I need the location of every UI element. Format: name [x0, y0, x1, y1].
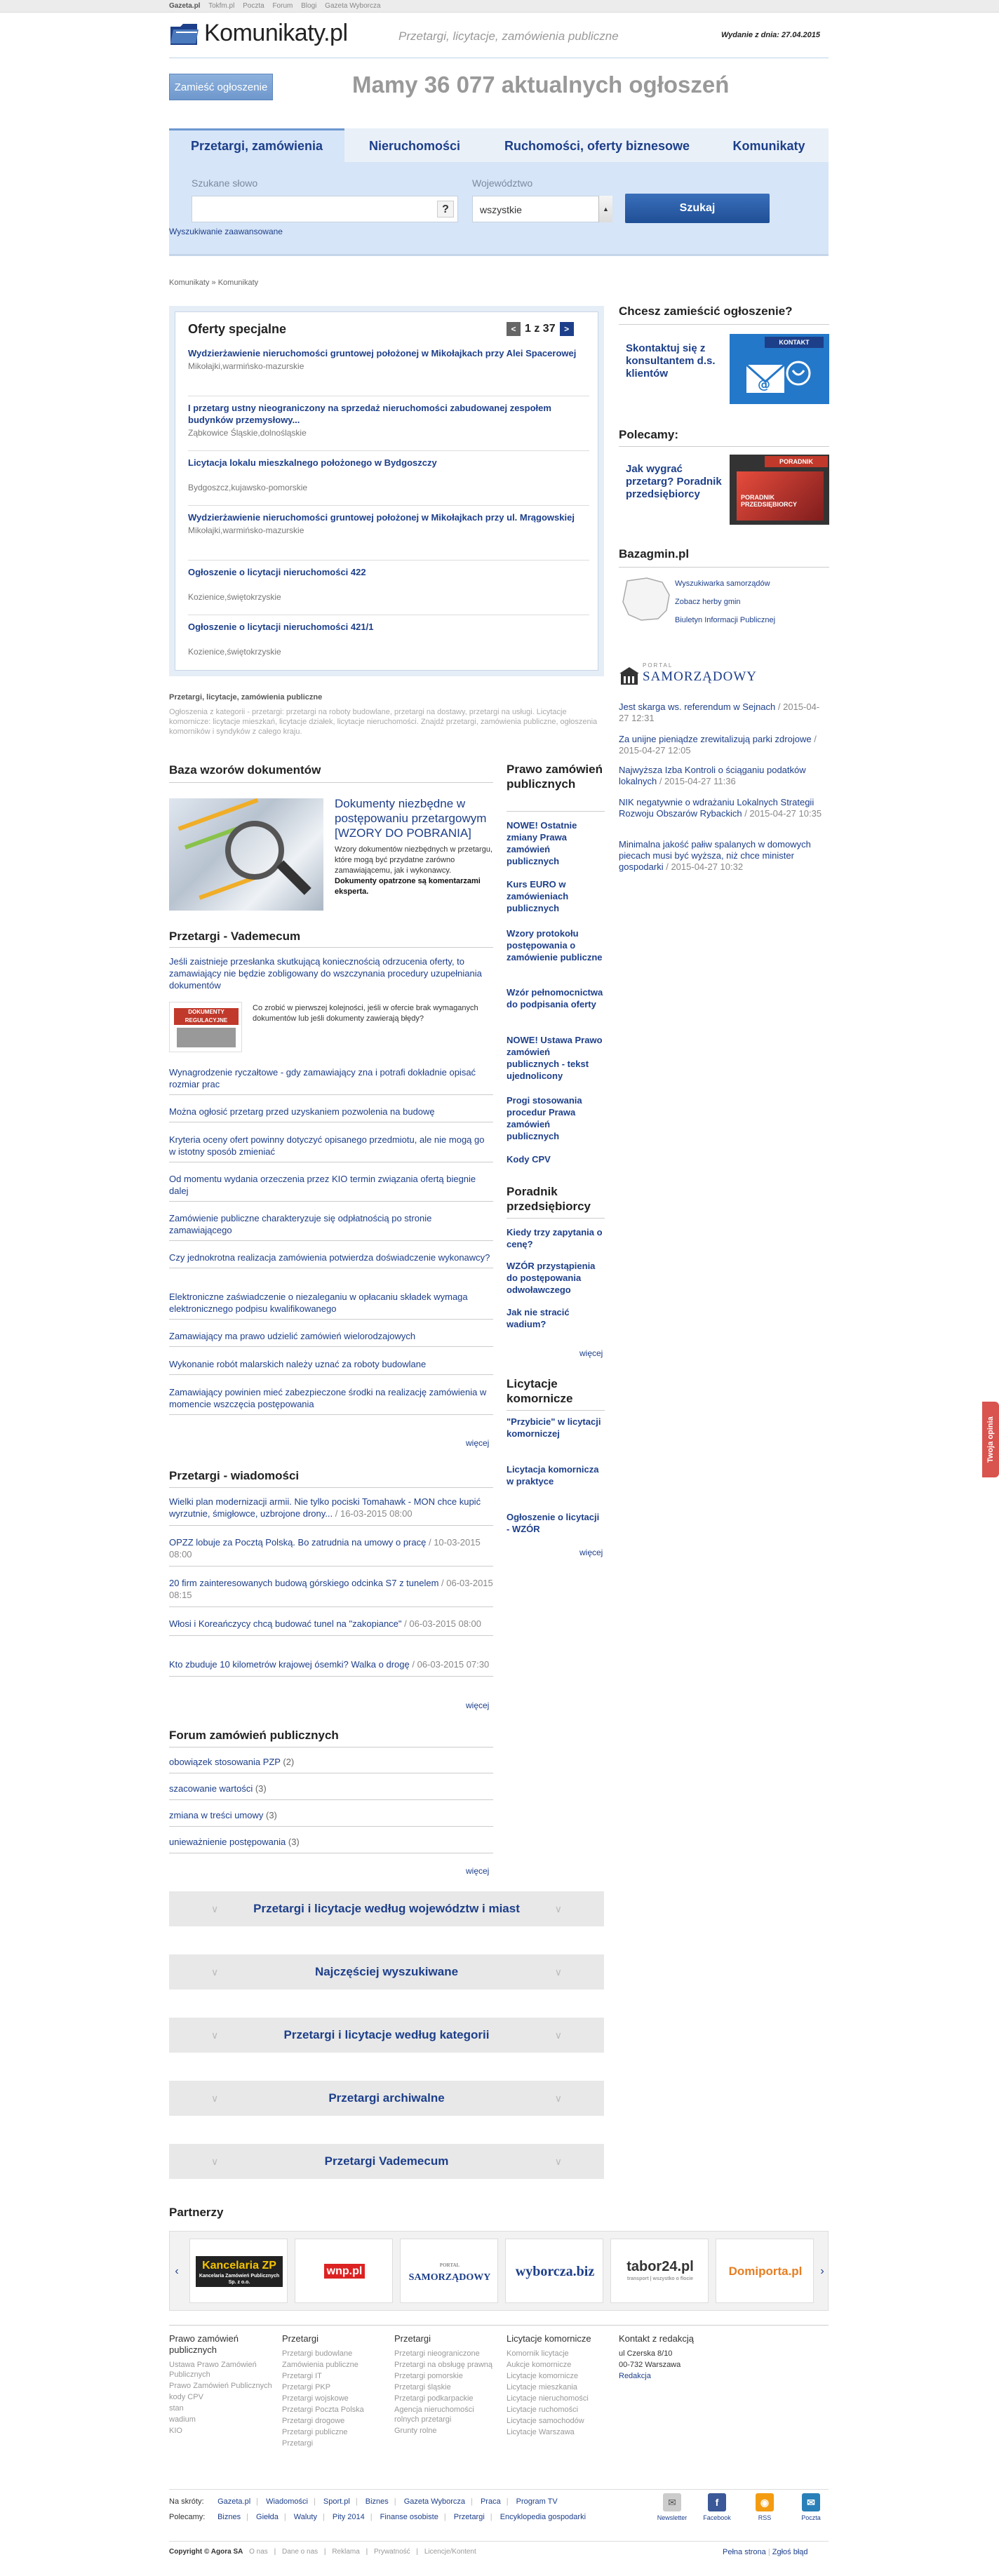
keyword-help-icon[interactable]: ?: [437, 201, 454, 217]
keyword-label: Szukane słowo: [192, 177, 258, 189]
copyright: Copyright © Agora SA O nas | Dane o nas | Reklama | Prywatność | Licencje/Kontent: [169, 2548, 476, 2556]
vademecum-item[interactable]: Czy jednokrotna realizacja zamówienia potwierdza doświadczenie wykonawcy?: [169, 1252, 493, 1268]
recommended-link[interactable]: Giełda: [256, 2513, 279, 2521]
chevron-down-icon: ∨: [211, 2030, 219, 2041]
offer-location: Kozienice,świętokrzyskie: [188, 647, 281, 657]
shortcut-link[interactable]: Biznes: [365, 2497, 389, 2506]
offer-title[interactable]: Ogłoszenie o licytacji nieruchomości 422: [188, 567, 366, 577]
footer-right-links: Pełna strona | Zgłoś błąd: [723, 2548, 808, 2556]
vademecum-item[interactable]: Elektroniczne zaświadczenie o niezaleganiu w opłacaniu składek wymaga elektronicznego podpisu kwalifikowanego: [169, 1291, 493, 1320]
footer-column: [169, 2333, 274, 2437]
footer-link[interactable]: Przetargi: [282, 2439, 314, 2448]
forum-thread[interactable]: obowiązek stosowania PZP (2): [169, 1757, 493, 1773]
baza-heading: Baza wzorów dokumentów: [169, 763, 321, 777]
poradnik-heading: Poradnik przedsiębiorcy: [507, 1185, 591, 1213]
search-tabs: [169, 128, 829, 162]
chevron-down-icon: ∨: [554, 1903, 562, 1914]
portal-link[interactable]: Gazeta Wyborcza: [325, 2, 381, 10]
shortcut-link[interactable]: Sport.pl: [323, 2497, 350, 2506]
news-item[interactable]: Wielki plan modernizacji armii. Nie tylko pociski Tomahawk - MON chce kupić wyrzutnie, śmigłowce, uzbrojone drony... / 16-03-2015 08:00: [169, 1496, 493, 1526]
guide-cover-icon[interactable]: PORADNIK PORADNIK PRZEDSIĘBIORCY: [730, 455, 829, 525]
sidebar-news-item[interactable]: Jest skarga ws. referendum w Sejnach / 2015-04-27 12:31: [619, 702, 820, 723]
region-select[interactable]: wszystkie: [472, 196, 612, 222]
divider: [169, 2489, 829, 2490]
copyright-link[interactable]: Prywatność: [373, 2548, 410, 2556]
prawo-link[interactable]: Kurs EURO w zamówieniach publicznych: [507, 879, 569, 913]
prev-page-button[interactable]: <: [507, 322, 521, 336]
shortcut-link[interactable]: Gazeta Wyborcza: [403, 2497, 466, 2506]
news-more-link[interactable]: więcej: [466, 1700, 490, 1710]
footer-link[interactable]: Komornik licytacje: [507, 2349, 569, 2358]
footer-link[interactable]: Licytacje Warszawa: [507, 2428, 575, 2436]
next-page-button[interactable]: >: [560, 322, 574, 336]
footer-link[interactable]: Licytacje mieszkania: [507, 2383, 577, 2391]
shortcuts-row: Na skróty: Gazeta.pl | Wiadomości | Sport.pl | Biznes | Gazeta Wyborcza | Praca | Program TV: [169, 2497, 558, 2506]
footer-link[interactable]: Prawo Zamówień Publicznych: [169, 2382, 272, 2390]
vademecum-item[interactable]: Zamówienie publiczne charakteryzuje się odpłatnością po stronie zamawiającego: [169, 1212, 493, 1241]
partner-logo[interactable]: wyborcza.biz: [505, 2239, 603, 2303]
accordion-vademecum[interactable]: ∨ Przetargi Vademecum ∨: [169, 2144, 604, 2179]
offer-item[interactable]: [188, 511, 589, 561]
offer-title[interactable]: Ogłoszenie o licytacji nieruchomości 421/1: [188, 622, 374, 632]
keyword-input[interactable]: [192, 196, 458, 222]
news-item[interactable]: Kto zbuduje 10 kilometrów krajowej ósemki? Walka o drogę / 06-03-2015 07:30: [169, 1658, 493, 1677]
news-item[interactable]: Włosi i Koreańczycy chcą budować tunel na "zakopiance" / 06-03-2015 08:00: [169, 1618, 493, 1636]
forum-thread[interactable]: unieważnienie postępowania (3): [169, 1837, 493, 1853]
category-title: Przetargi, licytacje, zamówienia publiczne: [169, 693, 323, 702]
forum-more-link[interactable]: więcej: [466, 1866, 490, 1876]
footer-link[interactable]: Licytacje nieruchomości: [507, 2394, 589, 2403]
bazagmin-link[interactable]: Wyszukiwarka samorządów: [675, 579, 770, 588]
copyright-link[interactable]: Reklama: [332, 2548, 360, 2556]
offer-location: Mikołajki,warmińsko-mazurskie: [188, 361, 304, 371]
licytacje-link[interactable]: Licytacja komornicza w praktyce: [507, 1464, 599, 1487]
vademecum-item[interactable]: Wynagrodzenie ryczałtowe - gdy zamawiający zna i potrafi dokładnie opisać rozmiar prac: [169, 1066, 493, 1095]
footer-link[interactable]: KIO: [169, 2427, 182, 2435]
accordion-categories[interactable]: ∨ Przetargi i licytacje według kategorii ∨: [169, 2018, 604, 2053]
add-listing-button[interactable]: Zamieść ogłoszenie: [169, 74, 273, 100]
footer-link[interactable]: Przetargi Poczta Polska: [282, 2406, 364, 2414]
footer-link[interactable]: Grunty rolne: [394, 2427, 437, 2435]
copyright-link[interactable]: Licencje/Kontent: [424, 2548, 476, 2556]
licytacje-heading: Licytacje komornicze: [507, 1377, 573, 1405]
footer-link[interactable]: Przetargi nieograniczone: [394, 2349, 480, 2358]
sidebar-news-item[interactable]: Najwyższa Izba Kontroli o ściąganiu podatków lokalnych / 2015-04-27 11:36: [619, 765, 806, 786]
guide-promo[interactable]: [619, 455, 829, 525]
listing-count: Mamy 36 077 aktualnych ogłoszeń: [352, 72, 730, 98]
divider: [619, 324, 829, 325]
shortcut-link[interactable]: Praca: [480, 2497, 501, 2506]
contact-city: 00-732 Warszawa: [619, 2361, 681, 2369]
footer-link[interactable]: Przetargi na obsługę prawną: [394, 2361, 493, 2369]
offer-location: Kozienice,świętokrzyskie: [188, 592, 281, 602]
partners-carousel: [169, 2231, 829, 2311]
prawo-link[interactable]: Kody CPV: [507, 1154, 551, 1165]
footer-link[interactable]: Ustawa Prawo Zamówień Publicznych: [169, 2361, 257, 2379]
page-indicator: 1 z 37: [525, 323, 556, 335]
carousel-next-icon[interactable]: ›: [820, 2265, 824, 2277]
vademecum-item[interactable]: Zamawiający ma prawo udzielić zamówień wielorodzajowych: [169, 1330, 493, 1347]
svg-text:@: @: [758, 377, 770, 392]
special-offers-inner: [175, 311, 598, 671]
divider: [507, 1410, 605, 1411]
footer-column: [507, 2333, 612, 2439]
special-offers-pager: [507, 322, 574, 336]
tab-przetargi[interactable]: Przetargi, zamówienia: [169, 128, 344, 162]
contact-address: ul Czerska 8/10: [619, 2349, 673, 2358]
footer-link[interactable]: Przetargi budowlane: [282, 2349, 353, 2358]
divider: [619, 567, 829, 568]
copyright-link[interactable]: Dane o nas: [281, 2548, 319, 2556]
footer-link[interactable]: Przetargi podkarpackie: [394, 2394, 474, 2403]
footer-column-heading[interactable]: Licytacje komornicze: [507, 2333, 591, 2344]
footer-contact: [619, 2333, 724, 2382]
footer-link[interactable]: kody CPV: [169, 2393, 203, 2401]
offer-title[interactable]: Wydzierżawienie nieruchomości gruntowej położonej w Mikołajkach przy ul. Mrągowskiej: [188, 512, 575, 523]
folder-logo-icon: [169, 20, 200, 48]
site-logo[interactable]: [169, 18, 373, 52]
portal-link[interactable]: Blogi: [301, 2, 317, 10]
footer-link[interactable]: Zamówienia publiczne: [282, 2361, 358, 2369]
copyright-link[interactable]: O nas: [249, 2548, 268, 2556]
recommended-link[interactable]: Pity 2014: [332, 2513, 365, 2521]
bazagmin-link[interactable]: Biuletyn Informacji Publicznej: [675, 616, 776, 624]
accordion-regions[interactable]: ∨ Przetargi i licytacje według województw i miast ∨: [169, 1891, 604, 1926]
recommended-link[interactable]: Przetargi: [453, 2513, 485, 2521]
footer-link[interactable]: Licytacje samochodów: [507, 2417, 584, 2425]
sidebar-news-item[interactable]: NIK negatywnie o wdrażaniu Lokalnych Strategii Rozwoju Obszarów Rybackich / 2015-04-27 10:35: [619, 797, 822, 819]
offer-location: Bydgoszcz,kujawsko-pomorskie: [188, 483, 308, 492]
offer-item[interactable]: [188, 457, 589, 506]
facebook-icon[interactable]: f Facebook: [700, 2493, 734, 2521]
footer-link[interactable]: Aukcje komornicze: [507, 2361, 572, 2369]
chevron-down-icon: ∨: [211, 1966, 219, 1978]
special-offers-box: [169, 306, 604, 676]
edition-date: Wydanie z dnia: 27.04.2015: [721, 31, 821, 39]
recommended-link[interactable]: Encyklopedia gospodarki: [500, 2513, 586, 2521]
guide-promo-text[interactable]: Jak wygrać przetarg? Poradnik przedsiębiorcy: [626, 463, 722, 500]
vademecum-lead-link[interactable]: Jeśli zaistnieje przesłanka skutkującą koniecznością odrzucenia oferty, to zamawiający nie będzie zobligowany do wszczynania procedury uzupełniania dokumentów: [169, 956, 482, 991]
offer-title[interactable]: Licytacja lokalu mieszkalnego położonego w Bydgoszczy: [188, 457, 437, 468]
logo-text: Komunikaty.pl: [204, 20, 348, 46]
poland-map-icon[interactable]: [619, 575, 675, 624]
tab-ruchomosci[interactable]: Ruchomości, oferty biznesowe: [504, 139, 690, 153]
portal-links: [169, 2, 387, 10]
footer-link[interactable]: Licytacje komornicze: [507, 2372, 579, 2380]
forum-thread[interactable]: zmiana w treści umowy (3): [169, 1810, 493, 1827]
mail-icon[interactable]: ✉ Poczta: [794, 2493, 828, 2521]
divider: [507, 1218, 605, 1219]
vademecum-heading: Przetargi - Vademecum: [169, 930, 301, 943]
footer-link[interactable]: Przetargi drogowe: [282, 2417, 345, 2425]
special-offers-title: Oferty specjalne: [188, 322, 287, 336]
prawo-link[interactable]: NOWE! Ostatnie zmiany Prawa zamówień publicznych: [507, 820, 577, 866]
offer-location: Ząbkowice Śląskie,dolnośląskie: [188, 428, 307, 438]
vademecum-item[interactable]: Od momentu wydania orzeczenia przez KIO termin związania ofertą biegnie dalej: [169, 1173, 493, 1202]
tab-komunikaty[interactable]: Komunikaty: [732, 139, 805, 153]
contact-promo[interactable]: [619, 334, 829, 404]
portal-samorzadowy-logo[interactable]: PORTAL SAMORZĄDOWY: [619, 662, 787, 687]
divider: [169, 1487, 493, 1488]
partner-logo[interactable]: PORTAL SAMORZĄDOWY: [400, 2239, 498, 2303]
divider: [169, 782, 493, 783]
licytacje-link[interactable]: "Przybicie" w licytacji komorniczej: [507, 1416, 601, 1439]
footer-column-heading: Kontakt z redakcją: [619, 2333, 694, 2344]
footer-link[interactable]: Agencja nieruchomości rolnych przetargi: [394, 2406, 474, 2424]
partner-logo[interactable]: wnp.pl: [295, 2239, 393, 2303]
chevron-down-icon: ∨: [554, 2030, 562, 2041]
category-description: Ogłoszenia z kategorii - przetargi: przetargi na roboty budowlane, przetargi na dostawy, przetargi na usługi. Licytacje komornicze: licytacje mieszkań, licytacje działek, licytacje nieruchomości. Znajdź przetargi, zamówienia publiczne, ogłoszenia komorników i syndyków z całego kraju.: [169, 708, 598, 736]
report-bug-link[interactable]: Zgłoś błąd: [772, 2548, 808, 2556]
baza-title-link[interactable]: Dokumenty niezbędne w postępowaniu przetargowym [WZORY DO POBRANIA]: [335, 797, 487, 840]
licytacje-link[interactable]: Ogłoszenie o licytacji - WZÓR: [507, 1512, 600, 1534]
breadcrumb[interactable]: Komunikaty » Komunikaty: [169, 279, 259, 287]
building-icon: [619, 665, 640, 686]
news-item[interactable]: 20 firm zainteresowanych budową górskiego odcinka S7 z tunelem / 06-03-2015 08:15: [169, 1577, 493, 1607]
shortcut-link[interactable]: Wiadomości: [266, 2497, 308, 2506]
prawo-heading: Prawo zamówień publicznych: [507, 763, 603, 791]
footer-link[interactable]: wadium: [169, 2415, 196, 2424]
documents-image[interactable]: [169, 798, 323, 911]
full-site-link[interactable]: Pełna strona: [723, 2548, 766, 2556]
offer-location: Mikołajki,warmińsko-mazurskie: [188, 525, 304, 535]
sidebar-news-item[interactable]: Minimalna jakość pałiw spalanych w domowych piecach musi być wyższa, niż chce minister gospodarki / 2015-04-27 10:32: [619, 839, 811, 872]
footer-link[interactable]: stan: [169, 2404, 184, 2413]
recommended-link[interactable]: Waluty: [293, 2513, 317, 2521]
copyright-divider: [169, 2541, 829, 2542]
recommended-link[interactable]: Finanse osobiste: [380, 2513, 438, 2521]
footer-column: [282, 2333, 387, 2450]
portal-link[interactable]: Gazeta.pl: [169, 2, 201, 10]
forum-thread[interactable]: szacowanie wartości (3): [169, 1783, 493, 1800]
partner-logo[interactable]: tabor24.pl transport | wszystko o flocie: [610, 2239, 709, 2303]
footer-link[interactable]: Przetargi PKP: [282, 2383, 331, 2391]
poradnik-link[interactable]: WZÓR przystąpienia do postępowania odwoławczego: [507, 1261, 596, 1295]
prawo-link[interactable]: NOWE! Ustawa Prawo zamówień publicznych - tekst ujednolicony: [507, 1035, 603, 1081]
carousel-prev-icon[interactable]: ‹: [175, 2265, 179, 2277]
search-button[interactable]: Szukaj: [625, 194, 770, 223]
footer-column: [394, 2333, 500, 2437]
shortcut-link[interactable]: Program TV: [516, 2497, 558, 2506]
poradnik-more-link[interactable]: więcej: [579, 1348, 603, 1358]
recommended-row: Polecamy: Biznes | Giełda | Waluty | Pity 2014 | Finanse osobiste | Przetargi | Encyklopedia gospodarki: [169, 2513, 586, 2521]
footer-link[interactable]: Przetargi publiczne: [282, 2428, 348, 2436]
region-label: Województwo: [472, 177, 533, 189]
offer-item[interactable]: [188, 566, 589, 615]
footer-link[interactable]: Przetargi IT: [282, 2372, 322, 2380]
footer-divider: [169, 2325, 829, 2326]
footer-column-heading[interactable]: Prawo zamówień publicznych: [169, 2333, 239, 2355]
offer-item[interactable]: [188, 347, 589, 396]
accordion-popular[interactable]: ∨ Najczęściej wyszukiwane ∨: [169, 1954, 604, 1990]
chevron-down-icon: ∨: [211, 2156, 219, 2167]
vademecum-item[interactable]: Kryteria oceny ofert powinny dotyczyć opisanego przedmiotu, ale nie mogą go w istotny sposób zmieniać: [169, 1134, 493, 1162]
contact-promo-text[interactable]: Skontaktuj się z konsultantem d.s. klientów: [626, 342, 716, 380]
newsletter-icon[interactable]: ✉ Newsletter: [655, 2493, 689, 2521]
sidebar-add-heading: Chcesz zamieścić ogłoszenie?: [619, 304, 793, 318]
poradnik-link[interactable]: Jak nie stracić wadium?: [507, 1307, 570, 1329]
news-item[interactable]: OPZZ lobuje za Pocztą Polską. Bo zatrudnia na umowy o pracę / 10-03-2015 08:00: [169, 1536, 493, 1567]
vademecum-image[interactable]: [169, 1002, 242, 1052]
baza-description: Wzory dokumentów niezbędnych w przetargu, które mogą być przydatne zarówno zamawiającemu, jak i wykonawcy. Dokumenty opatrzone są komentarzami eksperta.: [335, 845, 492, 896]
partners-heading: Partnerzy: [169, 2206, 224, 2219]
chevron-down-icon: ∨: [211, 2093, 219, 2104]
vademecum-item[interactable]: Zamawiający powinien mieć zabezpieczone środki na realizację zamówienia w momencie wszczęcia postępowania: [169, 1386, 493, 1415]
prawo-link[interactable]: Wzory protokołu postępowania o zamówienie publiczne: [507, 928, 603, 962]
top-bar: [0, 0, 999, 13]
footer-link[interactable]: Licytacje ruchomości: [507, 2406, 579, 2414]
footer-link[interactable]: Przetargi śląskie: [394, 2383, 451, 2391]
footer-column-heading[interactable]: Przetargi: [394, 2333, 431, 2344]
bazagmin-link[interactable]: Zobacz herby gmin: [675, 598, 741, 606]
recommended-link[interactable]: Biznes: [217, 2513, 241, 2521]
feedback-tab[interactable]: Twoja opinia: [982, 1402, 999, 1477]
news-heading: Przetargi - wiadomości: [169, 1469, 300, 1482]
licytacje-more-link[interactable]: więcej: [579, 1548, 603, 1557]
site-slogan: Przetargi, licytacje, zamówienia publiczne: [398, 29, 619, 43]
partner-logo[interactable]: Domiporta.pl: [716, 2239, 814, 2303]
offer-item[interactable]: [188, 402, 589, 451]
divider: [169, 947, 493, 948]
sidebar-recommended-heading: Polecamy:: [619, 428, 679, 441]
vademecum-image-label: DOKUMENTY REGULACYJNE: [174, 1008, 239, 1025]
footer-link[interactable]: Przetargi pomorskie: [394, 2372, 463, 2380]
vademecum-item[interactable]: Można ogłosić przetarg przed uzyskaniem pozwolenia na budowę: [169, 1106, 493, 1122]
chevron-down-icon: ∨: [554, 2093, 562, 2104]
forum-heading: Forum zamówień publicznych: [169, 1729, 339, 1742]
chevron-down-icon: ∨: [554, 2156, 562, 2167]
divider: [619, 446, 829, 447]
chevron-down-icon: ∨: [554, 1966, 562, 1978]
offer-item[interactable]: [188, 621, 589, 666]
chevron-down-icon[interactable]: ▲: [598, 196, 612, 222]
offer-title[interactable]: I przetarg ustny nieograniczony na sprzedaż nieruchomości zabudowanej zespołem budynków przemysłowy...: [188, 403, 551, 425]
partner-logo[interactable]: Kancelaria ZP Kancelaria Zamówień Publicznych Sp. z o.o.: [189, 2239, 288, 2303]
accordion-archive[interactable]: ∨ Przetargi archiwalne ∨: [169, 2081, 604, 2116]
footer-link[interactable]: Przetargi wojskowe: [282, 2394, 349, 2403]
bazagmin-heading: Bazagmin.pl: [619, 547, 690, 561]
poradnik-link[interactable]: Kiedy trzy zapytania o cenę?: [507, 1227, 603, 1249]
contact-editorial-link[interactable]: Redakcja: [619, 2372, 651, 2380]
offer-title[interactable]: Wydzierżawienie nieruchomości gruntowej położonej w Mikołajkach przy Alei Spacerowej: [188, 348, 577, 358]
shortcut-link[interactable]: Gazeta.pl: [217, 2497, 251, 2506]
contact-envelope-icon[interactable]: KONTAKT @: [730, 334, 829, 404]
rss-icon[interactable]: ◉ RSS: [748, 2493, 782, 2521]
portal-link[interactable]: Forum: [272, 2, 293, 10]
divider: [507, 811, 605, 812]
vademecum-question: Co zrobić w pierwszej kolejności, jeśli w ofercie brak wymaganych dokumentów lub jeśli dokumenty zawierają błędy?: [253, 1004, 478, 1023]
sidebar-news-item[interactable]: Za unijne pieniądze zrewitalizują parki zdrojowe / 2015-04-27 12:05: [619, 734, 817, 756]
portal-link[interactable]: Tokfm.pl: [208, 2, 235, 10]
prawo-link[interactable]: Wzór pełnomocnictwa do podpisania oferty: [507, 987, 603, 1009]
portal-link[interactable]: Poczta: [243, 2, 264, 10]
prawo-link[interactable]: Progi stosowania procedur Prawa zamówień publicznych: [507, 1095, 582, 1141]
search-panel: Szukane słowo Województwo ? wszystkie ▲ Szukaj Wyszukiwanie zaawansowane: [169, 162, 829, 256]
footer-column-heading[interactable]: Przetargi: [282, 2333, 319, 2344]
vademecum-more-link[interactable]: więcej: [466, 1438, 490, 1448]
vademecum-item[interactable]: Wykonanie robót malarskich należy uznać za roboty budowlane: [169, 1358, 493, 1375]
tab-nieruchomosci[interactable]: Nieruchomości: [368, 139, 461, 153]
chevron-down-icon: ∨: [211, 1903, 219, 1914]
